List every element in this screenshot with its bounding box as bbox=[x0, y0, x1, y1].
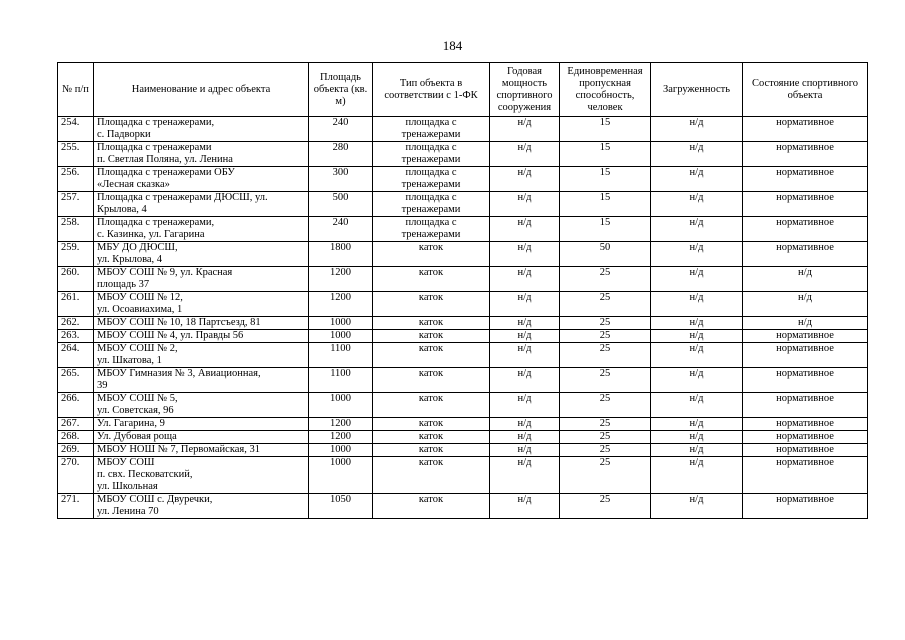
cell-area: 280 bbox=[309, 142, 373, 167]
table-row bbox=[58, 292, 868, 317]
table-row bbox=[58, 418, 868, 431]
cell-load: н/д bbox=[651, 330, 743, 343]
name-line: МБУ ДО ДЮСШ, bbox=[97, 242, 178, 253]
cell-num: 270. bbox=[58, 457, 94, 494]
table-body bbox=[58, 117, 868, 519]
name-line: Площадка с тренажерами, bbox=[97, 217, 215, 228]
cell-state: нормативное bbox=[743, 457, 868, 494]
name-line: МБОУ СОШ с. Двуречки, bbox=[97, 494, 213, 505]
table-row bbox=[58, 317, 868, 330]
cell-name bbox=[94, 292, 309, 317]
table-row bbox=[58, 330, 868, 343]
cell-throughput: 25 bbox=[560, 267, 651, 292]
name-line: Ул. Дубовая роща bbox=[97, 431, 177, 442]
cell-load: н/д bbox=[651, 142, 743, 167]
cell-area: 1000 bbox=[309, 317, 373, 330]
cell-throughput: 15 bbox=[560, 142, 651, 167]
name-line: Площадка с тренажерами bbox=[97, 142, 212, 153]
name-line: ул. Ленина 70 bbox=[97, 506, 159, 517]
cell-num: 257. bbox=[58, 192, 94, 217]
name-line: Крылова, 4 bbox=[97, 204, 147, 215]
table-row bbox=[58, 494, 868, 519]
cell-type: площадка с тренажерами bbox=[373, 117, 490, 142]
cell-name bbox=[94, 393, 309, 418]
cell-load: н/д bbox=[651, 457, 743, 494]
name-line: «Лесная сказка» bbox=[97, 179, 170, 190]
cell-area: 1000 bbox=[309, 444, 373, 457]
name-line: ул. Шкатова, 1 bbox=[97, 355, 162, 366]
cell-num: 269. bbox=[58, 444, 94, 457]
name-line: МБОУ СОШ bbox=[97, 457, 155, 468]
cell-name bbox=[94, 457, 309, 494]
cell-state: н/д bbox=[743, 292, 868, 317]
cell-name bbox=[94, 317, 309, 330]
cell-throughput: 25 bbox=[560, 418, 651, 431]
cell-load: н/д bbox=[651, 343, 743, 368]
cell-state: н/д bbox=[743, 317, 868, 330]
cell-area: 1100 bbox=[309, 368, 373, 393]
cell-state: нормативное bbox=[743, 494, 868, 519]
cell-num: 259. bbox=[58, 242, 94, 267]
cell-area: 1200 bbox=[309, 418, 373, 431]
cell-name bbox=[94, 368, 309, 393]
cell-state: нормативное bbox=[743, 117, 868, 142]
cell-capacity: н/д bbox=[490, 167, 560, 192]
table-row bbox=[58, 242, 868, 267]
cell-name bbox=[94, 418, 309, 431]
cell-type: каток bbox=[373, 330, 490, 343]
cell-capacity: н/д bbox=[490, 142, 560, 167]
table-row bbox=[58, 117, 868, 142]
table-row bbox=[58, 457, 868, 494]
cell-load: н/д bbox=[651, 267, 743, 292]
cell-type: каток bbox=[373, 343, 490, 368]
cell-state: нормативное bbox=[743, 142, 868, 167]
name-line: МБОУ Гимназия № 3, Авиационная, bbox=[97, 368, 261, 379]
cell-num: 266. bbox=[58, 393, 94, 418]
page-number: 184 bbox=[442, 38, 463, 53]
cell-name bbox=[94, 444, 309, 457]
cell-throughput: 25 bbox=[560, 494, 651, 519]
cell-state: нормативное bbox=[743, 343, 868, 368]
cell-type: каток bbox=[373, 317, 490, 330]
cell-area: 1200 bbox=[309, 292, 373, 317]
cell-load: н/д bbox=[651, 393, 743, 418]
cell-capacity: н/д bbox=[490, 267, 560, 292]
table-row bbox=[58, 444, 868, 457]
table-row bbox=[58, 343, 868, 368]
cell-state: нормативное bbox=[743, 393, 868, 418]
table-row bbox=[58, 217, 868, 242]
cell-type: каток bbox=[373, 494, 490, 519]
name-line: Площадка с тренажерами ДЮСШ, ул. bbox=[97, 192, 268, 203]
cell-type: каток bbox=[373, 267, 490, 292]
cell-state: нормативное bbox=[743, 418, 868, 431]
cell-type: каток bbox=[373, 368, 490, 393]
cell-load: н/д bbox=[651, 192, 743, 217]
cell-num: 258. bbox=[58, 217, 94, 242]
cell-type: каток bbox=[373, 457, 490, 494]
table-row bbox=[58, 192, 868, 217]
cell-throughput: 15 bbox=[560, 117, 651, 142]
cell-area: 1200 bbox=[309, 431, 373, 444]
cell-load: н/д bbox=[651, 167, 743, 192]
name-line: МБОУ СОШ № 4, ул. Правды 56 bbox=[97, 330, 244, 341]
cell-state: нормативное bbox=[743, 217, 868, 242]
cell-name bbox=[94, 217, 309, 242]
header-type: Тип объекта в соответствии с 1-ФК bbox=[373, 63, 490, 117]
cell-type: каток bbox=[373, 418, 490, 431]
cell-throughput: 25 bbox=[560, 317, 651, 330]
cell-type: площадка с тренажерами bbox=[373, 192, 490, 217]
cell-load: н/д bbox=[651, 242, 743, 267]
cell-name bbox=[94, 330, 309, 343]
cell-capacity: н/д bbox=[490, 343, 560, 368]
cell-throughput: 50 bbox=[560, 242, 651, 267]
cell-num: 260. bbox=[58, 267, 94, 292]
cell-area: 1050 bbox=[309, 494, 373, 519]
cell-area: 1800 bbox=[309, 242, 373, 267]
cell-type: каток bbox=[373, 444, 490, 457]
cell-area: 240 bbox=[309, 117, 373, 142]
cell-load: н/д bbox=[651, 217, 743, 242]
cell-state: нормативное bbox=[743, 242, 868, 267]
cell-num: 254. bbox=[58, 117, 94, 142]
cell-state: нормативное bbox=[743, 444, 868, 457]
cell-capacity: н/д bbox=[490, 368, 560, 393]
header-load: Загруженность bbox=[651, 63, 743, 117]
cell-load: н/д bbox=[651, 431, 743, 444]
name-line: Площадка с тренажерами ОБУ bbox=[97, 167, 235, 178]
table-row bbox=[58, 267, 868, 292]
name-line: МБОУ СОШ № 2, bbox=[97, 343, 178, 354]
cell-type: площадка с тренажерами bbox=[373, 167, 490, 192]
name-line: с. Казинка, ул. Гагарина bbox=[97, 229, 205, 240]
cell-name bbox=[94, 192, 309, 217]
cell-capacity: н/д bbox=[490, 317, 560, 330]
cell-capacity: н/д bbox=[490, 393, 560, 418]
cell-name bbox=[94, 117, 309, 142]
cell-capacity: н/д bbox=[490, 192, 560, 217]
cell-state: нормативное bbox=[743, 431, 868, 444]
cell-num: 271. bbox=[58, 494, 94, 519]
table-row bbox=[58, 142, 868, 167]
cell-name bbox=[94, 267, 309, 292]
cell-load: н/д bbox=[651, 418, 743, 431]
cell-throughput: 25 bbox=[560, 431, 651, 444]
name-line: ул. Крылова, 4 bbox=[97, 254, 163, 265]
name-line: Ул. Гагарина, 9 bbox=[97, 418, 165, 429]
header-area: Площадь объекта (кв. м) bbox=[309, 63, 373, 117]
cell-type: каток bbox=[373, 242, 490, 267]
cell-capacity: н/д bbox=[490, 217, 560, 242]
cell-throughput: 25 bbox=[560, 393, 651, 418]
header-capacity: Годовая мощность спортивного сооружения bbox=[490, 63, 560, 117]
cell-state: н/д bbox=[743, 267, 868, 292]
cell-capacity: н/д bbox=[490, 330, 560, 343]
cell-area: 300 bbox=[309, 167, 373, 192]
name-line: МБОУ СОШ № 5, bbox=[97, 393, 178, 404]
cell-throughput: 15 bbox=[560, 167, 651, 192]
table-row bbox=[58, 393, 868, 418]
cell-num: 255. bbox=[58, 142, 94, 167]
cell-throughput: 25 bbox=[560, 330, 651, 343]
cell-area: 500 bbox=[309, 192, 373, 217]
cell-name bbox=[94, 142, 309, 167]
cell-state: нормативное bbox=[743, 192, 868, 217]
cell-num: 261. bbox=[58, 292, 94, 317]
cell-throughput: 15 bbox=[560, 192, 651, 217]
name-line: п. Светлая Поляна, ул. Ленина bbox=[97, 154, 233, 165]
cell-num: 264. bbox=[58, 343, 94, 368]
cell-load: н/д bbox=[651, 368, 743, 393]
cell-name bbox=[94, 494, 309, 519]
cell-capacity: н/д bbox=[490, 418, 560, 431]
name-line: ул. Осоавиахима, 1 bbox=[97, 304, 183, 315]
cell-throughput: 25 bbox=[560, 343, 651, 368]
header-num: № п/п bbox=[58, 63, 94, 117]
cell-capacity: н/д bbox=[490, 242, 560, 267]
cell-load: н/д bbox=[651, 117, 743, 142]
name-line: МБОУ СОШ № 12, bbox=[97, 292, 183, 303]
cell-num: 268. bbox=[58, 431, 94, 444]
cell-capacity: н/д bbox=[490, 292, 560, 317]
cell-throughput: 25 bbox=[560, 444, 651, 457]
cell-throughput: 15 bbox=[560, 217, 651, 242]
cell-type: площадка с тренажерами bbox=[373, 142, 490, 167]
cell-type: каток bbox=[373, 393, 490, 418]
cell-throughput: 25 bbox=[560, 368, 651, 393]
name-line: МБОУ НОШ № 7, Первомайская, 31 bbox=[97, 444, 260, 455]
cell-name bbox=[94, 431, 309, 444]
table-header-row bbox=[58, 63, 868, 117]
cell-state: нормативное bbox=[743, 167, 868, 192]
cell-name bbox=[94, 242, 309, 267]
cell-state: нормативное bbox=[743, 368, 868, 393]
header-state: Состояние спортивного объекта bbox=[743, 63, 868, 117]
name-line: ул. Советская, 96 bbox=[97, 405, 174, 416]
cell-load: н/д bbox=[651, 444, 743, 457]
cell-capacity: н/д bbox=[490, 444, 560, 457]
name-line: МБОУ СОШ № 10, 18 Партсъезд, 81 bbox=[97, 317, 261, 328]
cell-type: площадка с тренажерами bbox=[373, 217, 490, 242]
cell-capacity: н/д bbox=[490, 494, 560, 519]
cell-capacity: н/д bbox=[490, 431, 560, 444]
table-row bbox=[58, 368, 868, 393]
name-line: п. свх. Песковатский, bbox=[97, 469, 193, 480]
name-line: Площадка с тренажерами, bbox=[97, 117, 215, 128]
name-line: 39 bbox=[97, 380, 108, 391]
cell-num: 265. bbox=[58, 368, 94, 393]
header-throughput: Единовременная пропускная способность, человек bbox=[560, 63, 651, 117]
cell-area: 240 bbox=[309, 217, 373, 242]
cell-load: н/д bbox=[651, 494, 743, 519]
cell-num: 256. bbox=[58, 167, 94, 192]
cell-state: нормативное bbox=[743, 330, 868, 343]
name-line: с. Падворки bbox=[97, 129, 151, 140]
cell-area: 1100 bbox=[309, 343, 373, 368]
name-line: МБОУ СОШ № 9, ул. Красная bbox=[97, 267, 233, 278]
cell-area: 1000 bbox=[309, 393, 373, 418]
table-row bbox=[58, 431, 868, 444]
cell-area: 1200 bbox=[309, 267, 373, 292]
sports-facilities-table bbox=[57, 62, 868, 519]
cell-num: 262. bbox=[58, 317, 94, 330]
name-line: ул. Школьная bbox=[97, 481, 158, 492]
cell-num: 263. bbox=[58, 330, 94, 343]
cell-area: 1000 bbox=[309, 330, 373, 343]
cell-load: н/д bbox=[651, 317, 743, 330]
cell-capacity: н/д bbox=[490, 117, 560, 142]
cell-type: каток bbox=[373, 292, 490, 317]
cell-area: 1000 bbox=[309, 457, 373, 494]
cell-type: каток bbox=[373, 431, 490, 444]
header-name: Наименование и адрес объекта bbox=[94, 63, 309, 117]
cell-num: 267. bbox=[58, 418, 94, 431]
table-row bbox=[58, 167, 868, 192]
cell-load: н/д bbox=[651, 292, 743, 317]
cell-name bbox=[94, 343, 309, 368]
cell-throughput: 25 bbox=[560, 457, 651, 494]
cell-name bbox=[94, 167, 309, 192]
cell-throughput: 25 bbox=[560, 292, 651, 317]
cell-capacity: н/д bbox=[490, 457, 560, 494]
name-line: площадь 37 bbox=[97, 279, 150, 290]
